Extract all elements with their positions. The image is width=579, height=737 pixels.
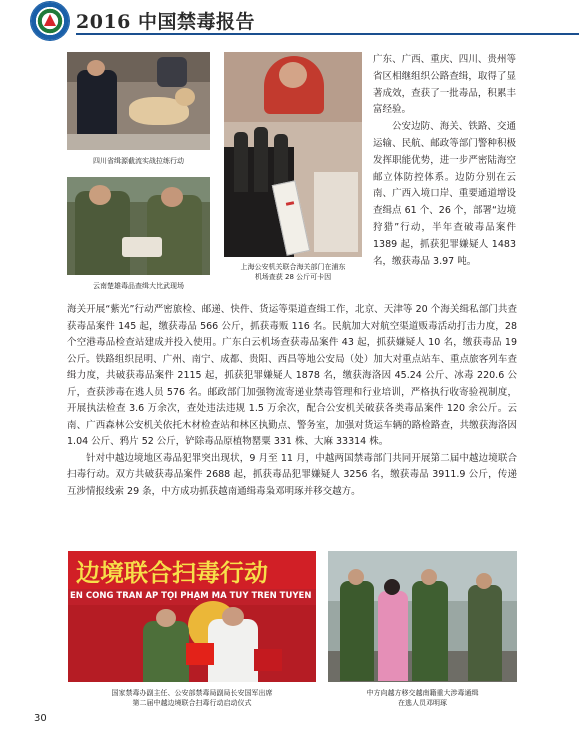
caption-photo4-line2: 第二届中越边境联合扫毒行动启动仪式 xyxy=(132,699,252,707)
caption-photo3-line2: 机场查获 28 公斤可卡因 xyxy=(254,273,332,281)
caption-photo4 xyxy=(68,688,316,708)
header-rule xyxy=(76,33,579,35)
caption-photo5-line1: 中方向越方移交越南籍重大涉毒通缉 xyxy=(366,689,479,697)
caption-photo2: 云南楚雄毒品查缉大比武现场 xyxy=(93,282,184,290)
photo-shanghai-cocaine-seizure xyxy=(224,52,362,257)
photo-sichuan-dog-inspection xyxy=(67,52,210,150)
banner-vietnamese: ÊN CÔNG TRẤN ÁP TỘI PHẠM MA TUÝ TRÊN TUYẾN xyxy=(70,591,312,601)
caption-photo4-line1: 国家禁毒办副主任、公安部禁毒局副局长安国军出席 xyxy=(111,689,273,697)
caption-photo5 xyxy=(328,688,517,708)
paragraph-provinces: 广东、广西、重庆、四川、贵州等省区相继组织公路查缉，取得了显著成效，查获了一批毒品，积累丰富经验。 xyxy=(373,54,516,116)
right-column-text xyxy=(373,52,516,270)
paragraph-customs-operations: 海关开展“紫光”行动严密旅检、邮递、快件、货运等渠道查缉工作，北京、天津等 20 个海关缉私部门共查获毒品案件 145 起，缴获毒品 566 公斤，抓获毒贩 116 名。民航加大对航空渠道贩毒活动打击力度，28 个空港毒品检查站建成并投入使用。广东白云机场查获毒品案件 43 起，抓获嫌疑人 10 名，缴获毒品 19 公斤。铁路组织昆明、广州、南宁、成都、贵阳、西昌等地公安局（处）加大对重点站车、重点旅客列车查缉力度，共破获毒品案件 2115 起，抓获犯罪嫌疑人 1878 名，缴获海洛因 45.24 公斤、冰毒 220.6 公斤，查获涉毒在逃人员 576 名。邮政部门加强物流寄递业禁毒管理和行业培训，严格执行收寄验视制度，开展执法检查 3.6 万余次，查处违法违规 1.5 万余次，配合公安机关破获各类毒品案件 120 余公斤。云南、广西森林公安机关依托木材检查站和林区执勤点、警务室，加强对货运车辆的路检路查，共缴获海洛因 1.04 公斤、鸦片 52 公斤，铲除毒品原植物罂粟 331 株、大麻 33314 株。 xyxy=(67,304,517,447)
report-title: 2016 中国禁毒报告 xyxy=(76,11,255,33)
banner-chinese: 边境联合扫毒行动 xyxy=(76,558,268,587)
photo-yunnan-competition xyxy=(67,177,210,275)
caption-photo3-line1: 上海公安机关联合海关部门在浦东 xyxy=(240,263,346,271)
caption-photo5-line2: 在逃人员邓明琢 xyxy=(398,699,447,707)
paragraph-sino-vietnam-operation: 针对中越边境地区毒品犯罪突出现状，9 月至 11 月，中越两国禁毒部门共同开展第二届中越边境联合扫毒行动。双方共破获毒品案件 2688 起，抓获毒品犯罪嫌疑人 3256 名，缴获毒品 3911.9 公斤，传递互涉情报线索 29 条，中方成功抓获越南通缉毒枭邓明琢并移交越方。 xyxy=(67,452,517,497)
narcotics-control-emblem-icon xyxy=(31,2,69,40)
photo-launch-ceremony xyxy=(68,551,316,682)
photo-fugitive-handover xyxy=(328,551,517,682)
paragraph-border-control: 公安边防、海关、铁路、交通运输、民航、邮政等部门警种积极发挥职能优势，进一步严密陆海空邮立体防控体系。边防分别在云南、广西入境口岸、重要通道增设查缉点 61 个、26 个，部署“边境狩猎”行动，半年查破毒品案件 1389 起，抓获犯罪嫌疑人 1483 名，缴获毒品 3.97 吨。 xyxy=(373,121,516,267)
page-number: 30 xyxy=(34,713,47,724)
body-text xyxy=(67,302,517,500)
caption-photo3 xyxy=(224,262,362,282)
caption-photo1: 四川省缉源截流实战拉练行动 xyxy=(93,157,184,165)
page-header xyxy=(0,0,579,44)
